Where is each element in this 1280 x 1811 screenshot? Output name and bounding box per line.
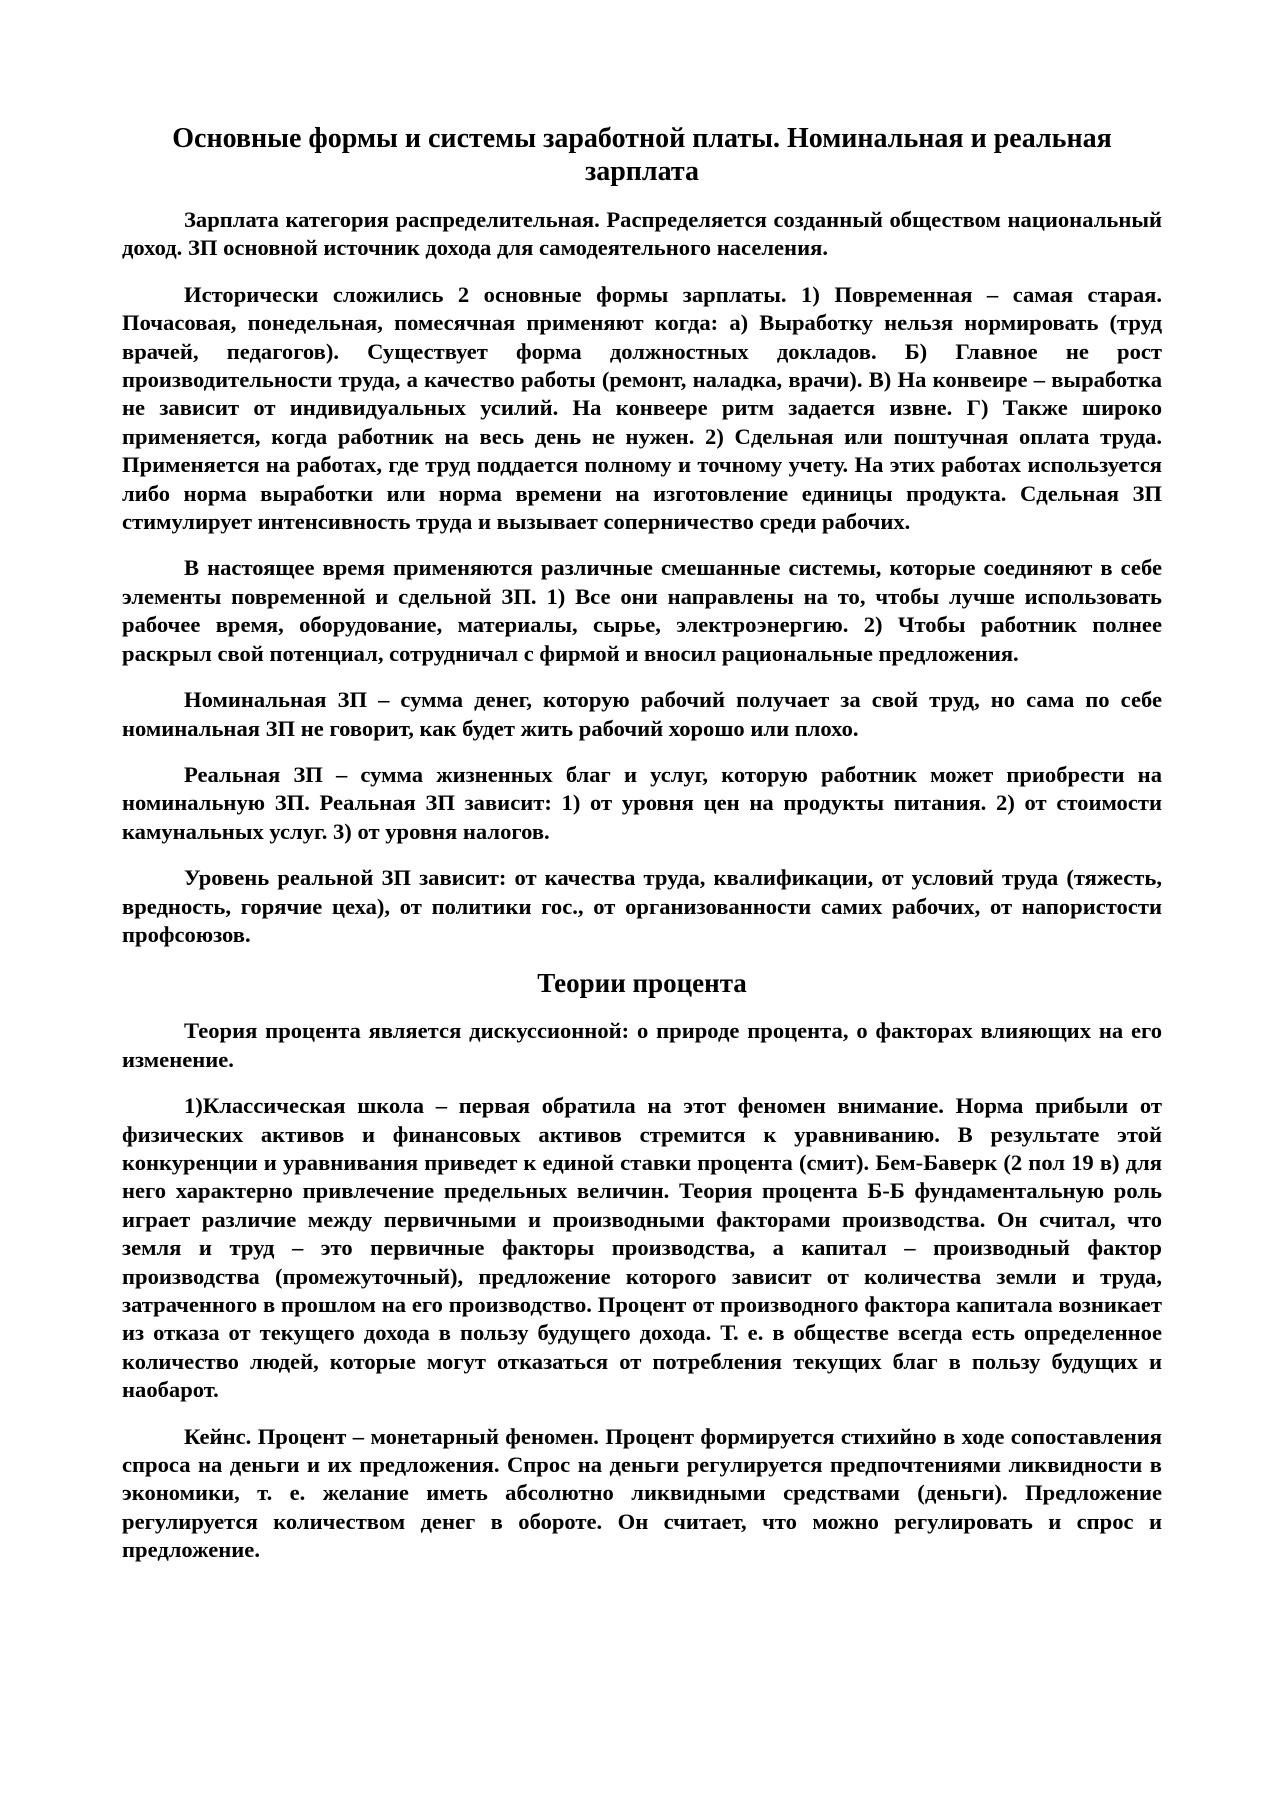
paragraph-salary-forms: Исторически сложились 2 основные формы зарплаты. 1) Повременная – самая старая. Почасовая, понедельная, помесячная применяют когда: а) Выработку нельзя нормировать (труд врачей, педагогов). Существует форма должностных докладов. Б) Главное не рост производительности труда, а качество работы (ремонт, наладка, врачи). В) На конвеире – выработка не зависит от индивидуальных усилий. На конвеере ритм задается извне. Г) Также широко применяется, когда работник на весь день не нужен. 2) Сдельная или поштучная оплата труда. Применяется на работах, где труд поддается полному и точному учету. На этих работах используется либо норма выработки или норма времени на изготовление единицы продукта. Сдельная ЗП стимулирует интенсивность труда и вызывает соперничество среди рабочих. — [122, 281, 1162, 535]
paragraph-real-salary: Реальная ЗП – сумма жизненных благ и услуг, которую работник может приобрести на номинальную ЗП. Реальная ЗП зависит: 1) от уровня цен на продукты питания. 2) от стоимости камунальных услуг. 3) от уровня налогов. — [122, 761, 1162, 844]
document-page — [122, 122, 1162, 1583]
section-heading-interest-theories: Теории процента — [537, 968, 747, 999]
paragraph-real-salary-level: Уровень реальной ЗП зависит: от качества труда, квалификации, от условий труда (тяжесть, вредность, горячие цеха), от политики гос., от организованности самих рабочих, от напористости профсоюзов. — [122, 865, 1162, 947]
paragraph-salary-category: Зарплата категория распределительная. Распределяется созданный обществом национальный доход. ЗП основной источник дохода для самодеятельного населения. — [122, 207, 1162, 261]
paragraph-keynes: Кейнс. Процент – монетарный феномен. Процент формируется стихийно в ходе сопоставления спроса на деньги и их предложения. Спрос на деньги регулируется предпочтениями ликвидности в экономики, т. е. желание иметь абсолютно ликвидными средствами (деньги). Предложение регулируется количеством денег в обороте. Он считает, что можно регулировать и спрос и предложение. — [122, 1423, 1162, 1563]
document-title: Основные формы и системы заработной платы. Номинальная и реальная зарплата — [172, 123, 1112, 187]
paragraph-nominal-salary: Номинальная ЗП – сумма денег, которую рабочий получает за свой труд, но сама по себе номинальная ЗП не говорит, как будет жить рабочий хорошо или плохо. — [122, 687, 1162, 741]
paragraph-interest-theory: Теория процента является дискуссионной: о природе процента, о факторах влияющих на его изменение. — [122, 1018, 1162, 1072]
paragraph-mixed-systems: В настоящее время применяются различные смешанные системы, которые соединяют в себе элементы повременной и сдельной ЗП. 1) Все они направлены на то, чтобы лучше использовать рабочее время, оборудование, материалы, сырье, электроэнергию. 2) Чтобы работник полнее раскрыл свой потенциал, сотрудничал с фирмой и вносил рациональные предложения. — [122, 555, 1162, 666]
paragraph-classical-school: 1)Классическая школа – первая обратила на этот феномен внимание. Норма прибыли от физических активов и финансовых активов стремится к уравниванию. В результате этой конкуренции и уравнивания приведет к единой ставки процента (смит). Бем-Баверк (2 пол 19 в) для него характерно привлечение предельных величин. Теория процента Б-Б фундаментальную роль играет различие между первичными и производными факторами производства. Он считал, что земля и труд – это первичные факторы производства, а капитал – производный фактор производства (промежуточный), предложение которого зависит от количества земли и труда, затраченного в прошлом на его производство. Процент от производного фактора капитала возникает из отказа от текущего дохода в пользу будущего дохода. Т. е. в обществе всегда есть определенное количество людей, которые могут отказаться от потребления текущих благ в пользу будущих и наобарот. — [122, 1093, 1162, 1403]
